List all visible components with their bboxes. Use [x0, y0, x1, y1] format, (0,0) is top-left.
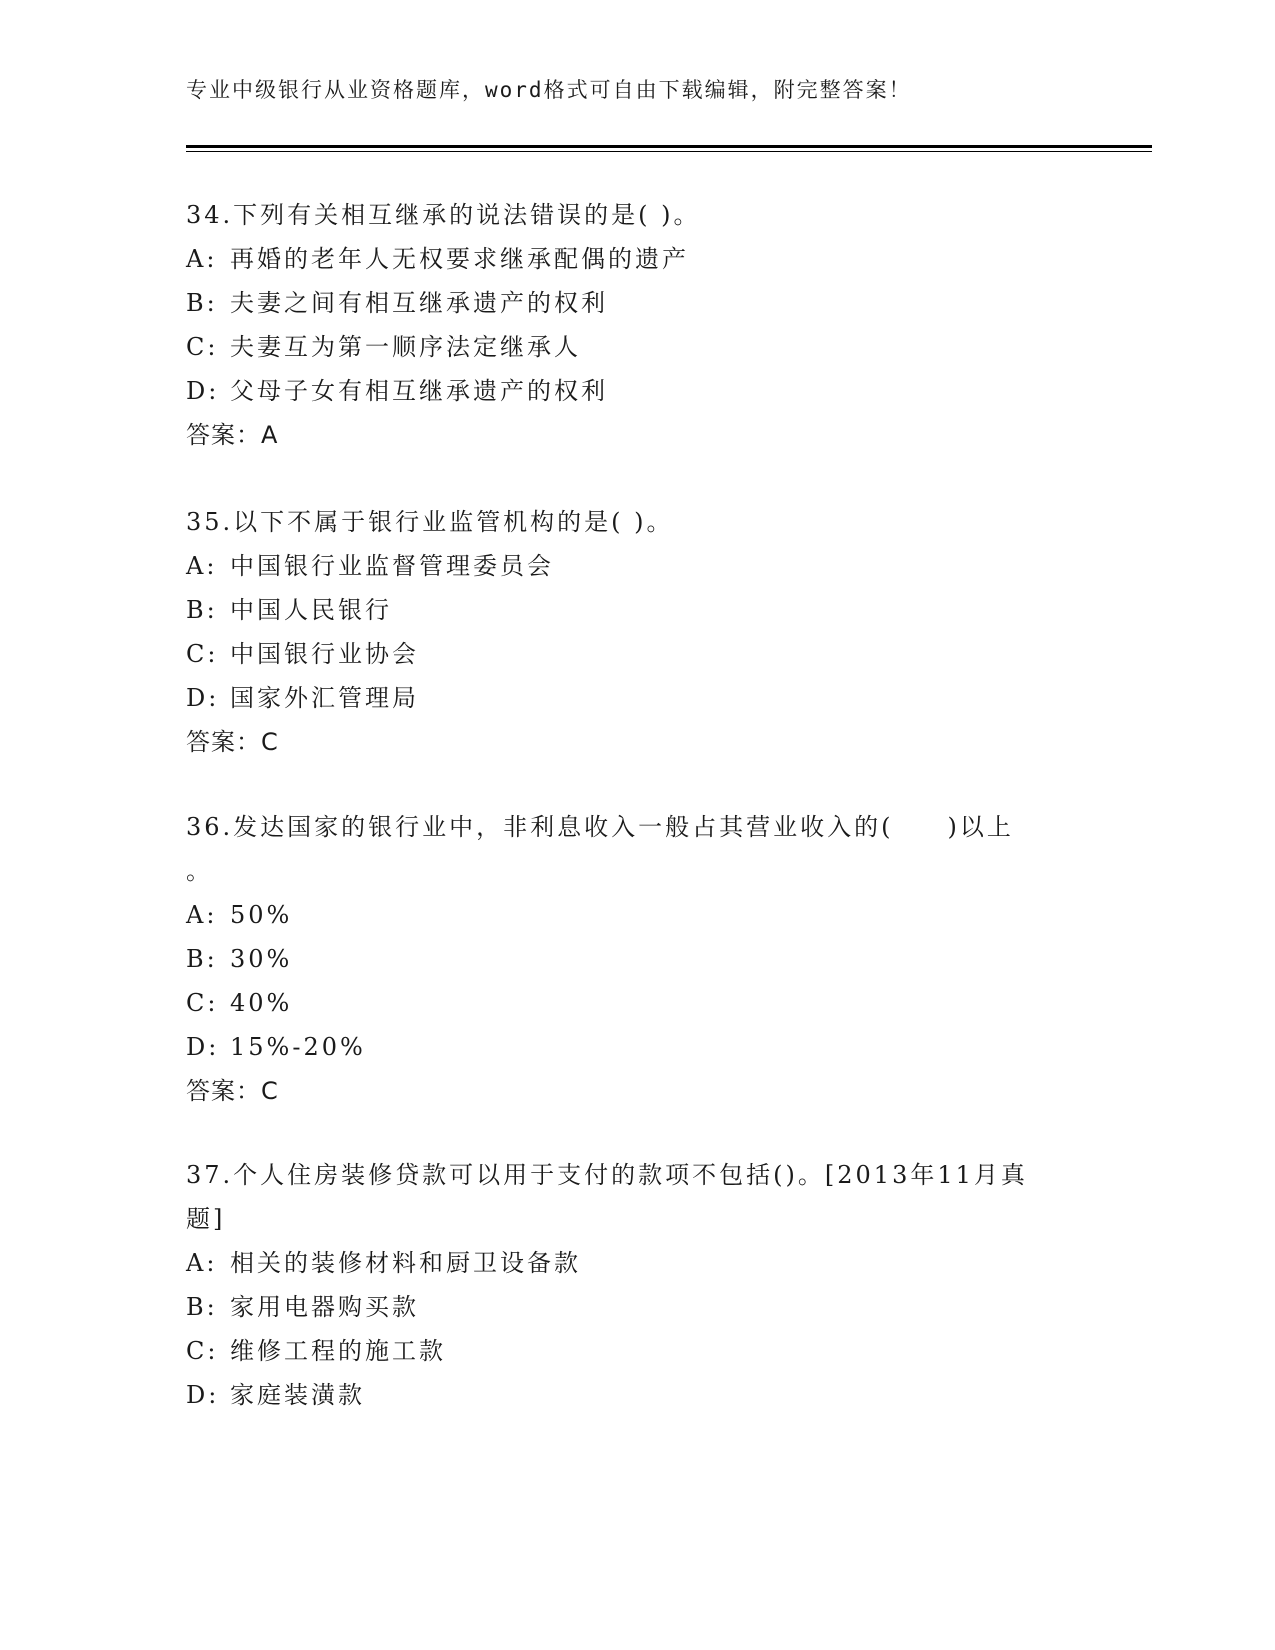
option-label: C:: [186, 1337, 219, 1365]
option-text: 家用电器购买款: [230, 1293, 419, 1321]
document-header: 专业中级银行从业资格题库，word格式可自由下载编辑，附完整答案！: [186, 78, 912, 102]
answer-line: 答案：C: [186, 1077, 279, 1105]
option-c: [186, 325, 1086, 369]
option-c: [186, 1329, 1086, 1373]
question-stem-continued: 。: [186, 857, 213, 885]
answer-line: 答案：C: [186, 728, 279, 756]
option-b: [186, 937, 1086, 981]
question-36: [186, 805, 1086, 1113]
option-a: [186, 237, 1086, 281]
option-text: 中国银行业协会: [230, 640, 419, 668]
option-c: [186, 632, 1086, 676]
option-text: 夫妻之间有相互继承遗产的权利: [230, 289, 608, 317]
option-text: 中国银行业监督管理委员会: [230, 552, 554, 580]
option-label: D:: [186, 377, 220, 405]
option-b: [186, 1285, 1086, 1329]
option-d: [186, 1025, 1086, 1069]
option-b: [186, 588, 1086, 632]
question-stem-continued: 题]: [186, 1205, 226, 1233]
option-label: C:: [186, 333, 219, 361]
header-rule-thick: [186, 145, 1152, 148]
option-label: D:: [186, 684, 220, 712]
option-text: 再婚的老年人无权要求继承配偶的遗产: [230, 245, 689, 273]
option-label: C:: [186, 989, 219, 1017]
option-label: A:: [186, 901, 218, 929]
option-d: [186, 369, 1086, 413]
option-label: B:: [186, 945, 218, 973]
option-label: B:: [186, 1293, 218, 1321]
question-35: [186, 500, 1086, 764]
option-text: 中国人民银行: [230, 596, 392, 624]
option-text: 父母子女有相互继承遗产的权利: [230, 377, 608, 405]
option-d: [186, 676, 1086, 720]
option-label: B:: [186, 596, 218, 624]
option-text: 维修工程的施工款: [230, 1337, 446, 1365]
option-a: [186, 893, 1086, 937]
answer-line: 答案：A: [186, 421, 279, 449]
option-a: [186, 544, 1086, 588]
question-stem: 37.个人住房装修贷款可以用于支付的款项不包括()。[2013年11月真: [186, 1161, 1028, 1189]
option-label: A:: [186, 245, 218, 273]
option-a: [186, 1241, 1086, 1285]
option-label: C:: [186, 640, 219, 668]
question-34: [186, 193, 1086, 457]
question-stem: 36.发达国家的银行业中，非利息收入一般占其营业收入的( )以上: [186, 813, 1014, 841]
option-text: 15%-20%: [230, 1033, 366, 1061]
option-text: 30%: [230, 945, 293, 973]
option-d: [186, 1373, 1086, 1417]
option-label: D:: [186, 1381, 220, 1409]
option-c: [186, 981, 1086, 1025]
option-label: B:: [186, 289, 218, 317]
option-text: 40%: [230, 989, 293, 1017]
question-stem: 35.以下不属于银行业监管机构的是( )。: [186, 508, 674, 536]
option-b: [186, 281, 1086, 325]
header-rule-thin: [186, 151, 1152, 152]
option-text: 相关的装修材料和厨卫设备款: [230, 1249, 581, 1277]
option-label: A:: [186, 1249, 218, 1277]
option-text: 家庭装潢款: [230, 1381, 365, 1409]
option-text: 夫妻互为第一顺序法定继承人: [230, 333, 581, 361]
option-text: 50%: [230, 901, 293, 929]
option-text: 国家外汇管理局: [230, 684, 419, 712]
option-label: A:: [186, 552, 218, 580]
option-label: D:: [186, 1033, 220, 1061]
question-37: [186, 1153, 1086, 1417]
question-stem: 34.下列有关相互继承的说法错误的是( )。: [186, 201, 701, 229]
